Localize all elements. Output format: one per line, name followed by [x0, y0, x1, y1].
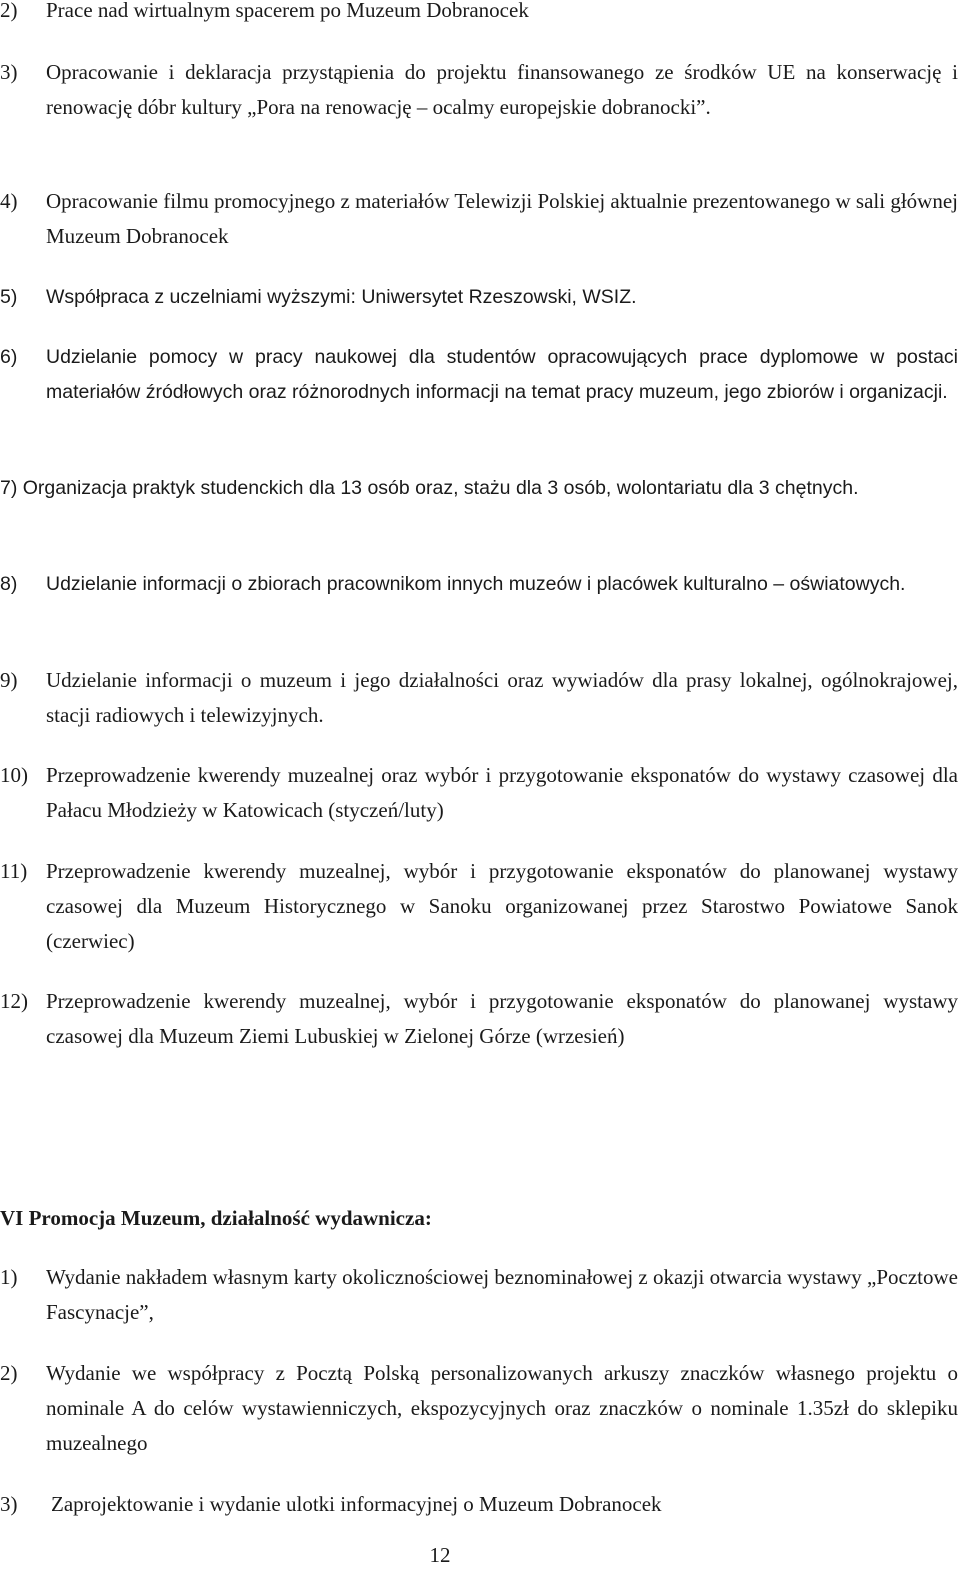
list-text: Opracowanie filmu promocyjnego z materiałów Telewizji Polskiej aktualnie prezentowanego w sali głównej Muzeum Dobranocek: [46, 189, 958, 248]
list-number: 4): [0, 189, 18, 213]
list-item-4: [0, 184, 958, 254]
list-text: Przeprowadzenie kwerendy muzealnej oraz wybór i przygotowanie eksponatów do wystawy czasowej dla Pałacu Młodzieży w Katowicach (styczeń/luty): [46, 763, 958, 822]
section-item-2: [0, 1356, 958, 1461]
list-text: Zaprojektowanie i wydanie ulotki informacyjnej o Muzeum Dobranocek: [51, 1492, 662, 1516]
list-number: 7): [0, 477, 18, 499]
list-number: 8): [0, 573, 18, 595]
list-text: Udzielanie informacji o zbiorach pracownikom innych muzeów i placówek kulturalno – oświatowych.: [46, 573, 906, 595]
list-number: 3): [0, 60, 18, 84]
list-item-5: [0, 280, 958, 315]
list-item-2: [0, 0, 958, 28]
list-item-9: [0, 663, 958, 733]
list-number: 3): [0, 1492, 18, 1516]
list-number: 9): [0, 668, 18, 692]
list-item-11: [0, 854, 958, 959]
list-text: Organizacja praktyk studenckich dla 13 osób oraz, stażu dla 3 osób, wolontariatu dla 3 chętnych.: [22, 477, 859, 499]
section-item-1: [0, 1260, 958, 1330]
list-text: Przeprowadzenie kwerendy muzealnej, wybór i przygotowanie eksponatów do planowanej wystawy czasowej dla Muzeum Ziemi Lubuskiej w Zielonej Górze (wrzesień): [46, 989, 958, 1048]
list-item-8: [0, 567, 958, 602]
list-text: Opracowanie i deklaracja przystąpienia do projektu finansowanego ze środków UE na konserwację i renowację dóbr kultury „Pora na renowację – ocalmy europejskie dobranocki”.: [46, 60, 958, 119]
list-number: 2): [0, 0, 18, 22]
list-number: 10): [0, 763, 28, 787]
section-heading: VI Promocja Muzeum, działalność wydawnicza:: [0, 1206, 432, 1230]
list-item-10: [0, 758, 958, 828]
list-text: Wydanie nakładem własnym karty okolicznościowej beznominałowej z okazji otwarcia wystawy „Pocztowe Fascynacje”,: [46, 1265, 958, 1324]
list-number: 1): [0, 1265, 18, 1289]
list-number: 2): [0, 1361, 18, 1385]
list-text: Wydanie we współpracy z Pocztą Polską personalizowanych arkuszy znaczków własnego projektu o nominale A do celów wystawienniczych, ekspozycyjnych oraz znaczków o nominale 1.35zł do sklepiku muzealnego: [46, 1361, 958, 1455]
list-item-7: [0, 471, 958, 506]
list-number: 6): [0, 346, 18, 368]
list-number: 5): [0, 286, 18, 308]
list-text: Współpraca z uczelniami wyższymi: Uniwersytet Rzeszowski, WSIZ.: [46, 286, 637, 308]
list-text: Przeprowadzenie kwerendy muzealnej, wybór i przygotowanie eksponatów do planowanej wystawy czasowej dla Muzeum Historycznego w Sanoku organizowanej przez Starostwo Powiatowe Sanok (czerwiec): [46, 859, 958, 953]
page-number: 12: [429, 1543, 451, 1567]
list-item-3: [0, 55, 958, 125]
section-item-3: [0, 1487, 958, 1522]
list-item-6: [0, 340, 958, 410]
list-item-12: [0, 984, 958, 1054]
list-text: Prace nad wirtualnym spacerem po Muzeum Dobranocek: [46, 0, 529, 22]
list-text: Udzielanie informacji o muzeum i jego działalności oraz wywiadów dla prasy lokalnej, ogólnokrajowej, stacji radiowych i telewizyjnych.: [46, 668, 958, 727]
list-number: 11): [0, 859, 28, 883]
list-number: 12): [0, 989, 28, 1013]
list-text: Udzielanie pomocy w pracy naukowej dla studentów opracowujących prace dyplomowe w postaci materiałów źródłowych oraz różnorodnych informacji na temat pracy muzeum, jego zbiorów i organizacji.: [46, 346, 958, 403]
